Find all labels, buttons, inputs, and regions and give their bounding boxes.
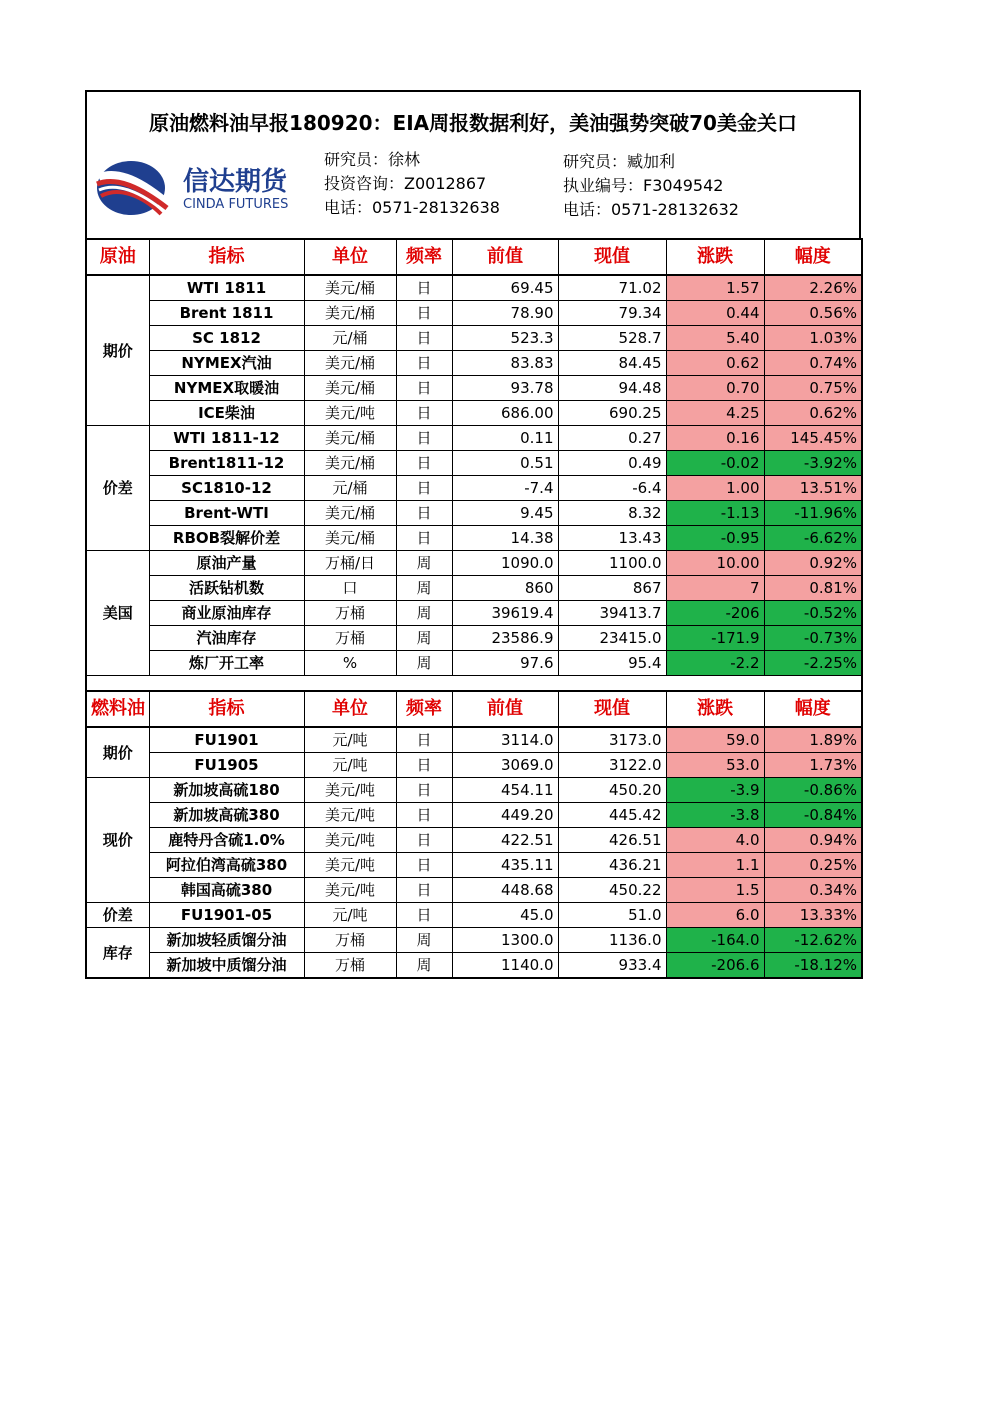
change-cell: -164.0 (666, 928, 764, 953)
group-label: 价差 (86, 426, 149, 551)
unit-cell: 元/吨 (304, 903, 396, 928)
current-value-cell: 528.7 (558, 326, 666, 351)
change-percent-cell: 0.94% (764, 828, 862, 853)
indicator-cell: 炼厂开工率 (149, 651, 304, 676)
change-cell: 5.40 (666, 326, 764, 351)
report-sheet (85, 90, 861, 979)
crude-header-cell: 前值 (452, 239, 558, 275)
table-row (86, 903, 862, 928)
table-row (86, 275, 862, 301)
indicator-cell: 新加坡轻质馏分油 (149, 928, 304, 953)
change-percent-cell: 0.92% (764, 551, 862, 576)
researcher-2-info (563, 150, 739, 222)
current-value-cell: 426.51 (558, 828, 666, 853)
frequency-cell: 日 (396, 878, 452, 903)
change-percent-cell: 0.74% (764, 351, 862, 376)
change-cell: 1.5 (666, 878, 764, 903)
unit-cell: 万桶 (304, 601, 396, 626)
previous-value-cell: 422.51 (452, 828, 558, 853)
unit-cell: % (304, 651, 396, 676)
previous-value-cell: 0.11 (452, 426, 558, 451)
unit-cell: 美元/桶 (304, 301, 396, 326)
table-row (86, 828, 862, 853)
change-percent-cell: 145.45% (764, 426, 862, 451)
current-value-cell: 8.32 (558, 501, 666, 526)
unit-cell: 美元/桶 (304, 451, 396, 476)
researcher-2-name: 研究员：臧加利 (563, 152, 676, 171)
unit-cell: 口 (304, 576, 396, 601)
previous-value-cell: -7.4 (452, 476, 558, 501)
unit-cell: 美元/桶 (304, 426, 396, 451)
crude-header-cell: 涨跌 (666, 239, 764, 275)
indicator-cell: Brent-WTI (149, 501, 304, 526)
change-cell: 4.25 (666, 401, 764, 426)
researcher-1-info (324, 148, 500, 220)
report-title: 原油燃料油早报180920：EIA周报数据利好，美油强势突破70美金关口 (85, 90, 861, 150)
table-row (86, 953, 862, 979)
previous-value-cell: 1090.0 (452, 551, 558, 576)
indicator-cell: FU1905 (149, 753, 304, 778)
indicator-cell: 商业原油库存 (149, 601, 304, 626)
unit-cell: 元/桶 (304, 476, 396, 501)
change-cell: 1.00 (666, 476, 764, 501)
change-cell: 1.57 (666, 275, 764, 301)
previous-value-cell: 523.3 (452, 326, 558, 351)
change-cell: -0.02 (666, 451, 764, 476)
unit-cell: 万桶 (304, 626, 396, 651)
change-percent-cell: 13.33% (764, 903, 862, 928)
table-row (86, 778, 862, 803)
indicator-cell: SC1810-12 (149, 476, 304, 501)
spacer-cell (666, 676, 764, 692)
current-value-cell: 445.42 (558, 803, 666, 828)
fuel-header-cell: 幅度 (764, 691, 862, 727)
frequency-cell: 日 (396, 803, 452, 828)
current-value-cell: 84.45 (558, 351, 666, 376)
logo-en-text: CINDA FUTURES (183, 197, 289, 212)
current-value-cell: -6.4 (558, 476, 666, 501)
change-percent-cell: 1.73% (764, 753, 862, 778)
change-percent-cell: -2.25% (764, 651, 862, 676)
table-row (86, 727, 862, 753)
change-percent-cell: -0.84% (764, 803, 862, 828)
fuel-header-cell: 前值 (452, 691, 558, 727)
unit-cell: 美元/吨 (304, 828, 396, 853)
previous-value-cell: 39619.4 (452, 601, 558, 626)
crude-header-cell: 现值 (558, 239, 666, 275)
crude-header-cell: 指标 (149, 239, 304, 275)
unit-cell: 元/桶 (304, 326, 396, 351)
group-label: 现价 (86, 778, 149, 903)
spacer-cell (304, 676, 396, 692)
table-row (86, 501, 862, 526)
indicator-cell: RBOB裂解价差 (149, 526, 304, 551)
change-cell: -2.2 (666, 651, 764, 676)
frequency-cell: 日 (396, 828, 452, 853)
unit-cell: 万桶 (304, 928, 396, 953)
table-row (86, 426, 862, 451)
change-cell: 53.0 (666, 753, 764, 778)
unit-cell: 美元/桶 (304, 501, 396, 526)
fuel-header-cell: 单位 (304, 691, 396, 727)
crude-header-row (86, 239, 862, 275)
change-cell: 59.0 (666, 727, 764, 753)
change-percent-cell: 0.56% (764, 301, 862, 326)
change-cell: -3.8 (666, 803, 764, 828)
header-area (85, 150, 861, 238)
change-percent-cell: -0.86% (764, 778, 862, 803)
change-percent-cell: -18.12% (764, 953, 862, 979)
frequency-cell: 周 (396, 626, 452, 651)
previous-value-cell: 83.83 (452, 351, 558, 376)
change-cell: 0.70 (666, 376, 764, 401)
table-row (86, 326, 862, 351)
change-percent-cell: -11.96% (764, 501, 862, 526)
table-row (86, 753, 862, 778)
change-percent-cell: -6.62% (764, 526, 862, 551)
unit-cell: 美元/桶 (304, 351, 396, 376)
change-cell: 10.00 (666, 551, 764, 576)
table-row (86, 301, 862, 326)
current-value-cell: 39413.7 (558, 601, 666, 626)
group-label: 期价 (86, 727, 149, 778)
indicator-cell: WTI 1811-12 (149, 426, 304, 451)
change-percent-cell: -0.52% (764, 601, 862, 626)
change-cell: 0.62 (666, 351, 764, 376)
change-percent-cell: 13.51% (764, 476, 862, 501)
spacer-cell (558, 676, 666, 692)
change-percent-cell: 2.26% (764, 275, 862, 301)
change-cell: -171.9 (666, 626, 764, 651)
previous-value-cell: 435.11 (452, 853, 558, 878)
indicator-cell: FU1901-05 (149, 903, 304, 928)
previous-value-cell: 3069.0 (452, 753, 558, 778)
unit-cell: 元/吨 (304, 727, 396, 753)
previous-value-cell: 449.20 (452, 803, 558, 828)
previous-value-cell: 454.11 (452, 778, 558, 803)
group-label: 美国 (86, 551, 149, 676)
previous-value-cell: 23586.9 (452, 626, 558, 651)
frequency-cell: 日 (396, 778, 452, 803)
crude-header-cell: 单位 (304, 239, 396, 275)
change-percent-cell: 1.89% (764, 727, 862, 753)
frequency-cell: 日 (396, 853, 452, 878)
indicator-cell: 新加坡高硫380 (149, 803, 304, 828)
current-value-cell: 0.27 (558, 426, 666, 451)
researcher-1-name: 研究员：徐林 (324, 150, 421, 169)
table-row (86, 651, 862, 676)
unit-cell: 美元/桶 (304, 376, 396, 401)
table-row (86, 928, 862, 953)
price-table (85, 238, 863, 979)
frequency-cell: 日 (396, 275, 452, 301)
change-cell: -3.9 (666, 778, 764, 803)
frequency-cell: 日 (396, 351, 452, 376)
previous-value-cell: 1300.0 (452, 928, 558, 953)
previous-value-cell: 448.68 (452, 878, 558, 903)
previous-value-cell: 1140.0 (452, 953, 558, 979)
indicator-cell: ICE柴油 (149, 401, 304, 426)
change-cell: -0.95 (666, 526, 764, 551)
frequency-cell: 日 (396, 376, 452, 401)
spacer-cell (452, 676, 558, 692)
frequency-cell: 日 (396, 903, 452, 928)
change-percent-cell: 0.34% (764, 878, 862, 903)
current-value-cell: 450.22 (558, 878, 666, 903)
table-row (86, 576, 862, 601)
previous-value-cell: 0.51 (452, 451, 558, 476)
section-spacer (86, 676, 862, 692)
group-label: 库存 (86, 928, 149, 979)
researcher-1-phone: 电话：0571-28132638 (324, 198, 500, 217)
change-cell: 1.1 (666, 853, 764, 878)
previous-value-cell: 97.6 (452, 651, 558, 676)
frequency-cell: 周 (396, 928, 452, 953)
logo-cn-text: 信达期货 (183, 167, 288, 197)
current-value-cell: 79.34 (558, 301, 666, 326)
table-row (86, 401, 862, 426)
crude-header-cell: 原油 (86, 239, 149, 275)
indicator-cell: 新加坡中质馏分油 (149, 953, 304, 979)
change-cell: 6.0 (666, 903, 764, 928)
indicator-cell: 阿拉伯湾高硫380 (149, 853, 304, 878)
unit-cell: 美元/吨 (304, 778, 396, 803)
table-row (86, 601, 862, 626)
frequency-cell: 周 (396, 601, 452, 626)
indicator-cell: SC 1812 (149, 326, 304, 351)
current-value-cell: 3122.0 (558, 753, 666, 778)
current-value-cell: 23415.0 (558, 626, 666, 651)
table-row (86, 878, 862, 903)
current-value-cell: 0.49 (558, 451, 666, 476)
frequency-cell: 日 (396, 753, 452, 778)
current-value-cell: 3173.0 (558, 727, 666, 753)
frequency-cell: 日 (396, 401, 452, 426)
indicator-cell: 汽油库存 (149, 626, 304, 651)
current-value-cell: 13.43 (558, 526, 666, 551)
change-cell: -206 (666, 601, 764, 626)
frequency-cell: 周 (396, 953, 452, 979)
current-value-cell: 1100.0 (558, 551, 666, 576)
crude-header-cell: 频率 (396, 239, 452, 275)
fuel-header-row (86, 691, 862, 727)
change-percent-cell: 0.75% (764, 376, 862, 401)
frequency-cell: 周 (396, 551, 452, 576)
spacer-cell (396, 676, 452, 692)
unit-cell: 元/吨 (304, 753, 396, 778)
current-value-cell: 867 (558, 576, 666, 601)
frequency-cell: 日 (396, 727, 452, 753)
indicator-cell: NYMEX取暖油 (149, 376, 304, 401)
table-row (86, 626, 862, 651)
unit-cell: 美元/吨 (304, 803, 396, 828)
indicator-cell: 活跃钻机数 (149, 576, 304, 601)
fuel-header-cell: 燃料油 (86, 691, 149, 727)
fuel-header-cell: 频率 (396, 691, 452, 727)
frequency-cell: 日 (396, 301, 452, 326)
change-percent-cell: 0.81% (764, 576, 862, 601)
spacer-cell (86, 676, 149, 692)
group-label: 期价 (86, 275, 149, 426)
change-percent-cell: 0.25% (764, 853, 862, 878)
change-cell: 0.44 (666, 301, 764, 326)
crude-header-cell: 幅度 (764, 239, 862, 275)
change-cell: 0.16 (666, 426, 764, 451)
researcher-1-license: 投资咨询：Z0012867 (324, 174, 487, 193)
table-row (86, 853, 862, 878)
table-row (86, 351, 862, 376)
previous-value-cell: 69.45 (452, 275, 558, 301)
current-value-cell: 1136.0 (558, 928, 666, 953)
previous-value-cell: 686.00 (452, 401, 558, 426)
table-row (86, 451, 862, 476)
current-value-cell: 95.4 (558, 651, 666, 676)
table-row (86, 551, 862, 576)
change-cell: -1.13 (666, 501, 764, 526)
frequency-cell: 日 (396, 326, 452, 351)
table-row (86, 476, 862, 501)
group-label: 价差 (86, 903, 149, 928)
change-cell: 7 (666, 576, 764, 601)
indicator-cell: NYMEX汽油 (149, 351, 304, 376)
frequency-cell: 周 (396, 576, 452, 601)
unit-cell: 美元/吨 (304, 878, 396, 903)
current-value-cell: 933.4 (558, 953, 666, 979)
change-percent-cell: -3.92% (764, 451, 862, 476)
frequency-cell: 日 (396, 476, 452, 501)
change-cell: 4.0 (666, 828, 764, 853)
indicator-cell: WTI 1811 (149, 275, 304, 301)
indicator-cell: Brent 1811 (149, 301, 304, 326)
indicator-cell: 韩国高硫380 (149, 878, 304, 903)
fuel-header-cell: 涨跌 (666, 691, 764, 727)
unit-cell: 万桶/日 (304, 551, 396, 576)
current-value-cell: 436.21 (558, 853, 666, 878)
change-percent-cell: -12.62% (764, 928, 862, 953)
unit-cell: 美元/桶 (304, 275, 396, 301)
change-percent-cell: -0.73% (764, 626, 862, 651)
indicator-cell: 原油产量 (149, 551, 304, 576)
researcher-2-license: 执业编号：F3049542 (563, 176, 724, 195)
researcher-2-phone: 电话：0571-28132632 (563, 200, 739, 219)
spacer-cell (149, 676, 304, 692)
frequency-cell: 日 (396, 451, 452, 476)
change-percent-cell: 0.62% (764, 401, 862, 426)
spacer-cell (764, 676, 862, 692)
current-value-cell: 450.20 (558, 778, 666, 803)
change-cell: -206.6 (666, 953, 764, 979)
fuel-header-cell: 指标 (149, 691, 304, 727)
cinda-futures-logo (95, 156, 321, 220)
indicator-cell: FU1901 (149, 727, 304, 753)
change-percent-cell: 1.03% (764, 326, 862, 351)
previous-value-cell: 14.38 (452, 526, 558, 551)
previous-value-cell: 9.45 (452, 501, 558, 526)
current-value-cell: 94.48 (558, 376, 666, 401)
current-value-cell: 71.02 (558, 275, 666, 301)
table-row (86, 526, 862, 551)
previous-value-cell: 78.90 (452, 301, 558, 326)
frequency-cell: 日 (396, 426, 452, 451)
previous-value-cell: 93.78 (452, 376, 558, 401)
table-row (86, 376, 862, 401)
frequency-cell: 日 (396, 501, 452, 526)
unit-cell: 美元/吨 (304, 853, 396, 878)
previous-value-cell: 3114.0 (452, 727, 558, 753)
indicator-cell: 新加坡高硫180 (149, 778, 304, 803)
fuel-header-cell: 现值 (558, 691, 666, 727)
table-row (86, 803, 862, 828)
previous-value-cell: 45.0 (452, 903, 558, 928)
unit-cell: 美元/桶 (304, 526, 396, 551)
unit-cell: 美元/吨 (304, 401, 396, 426)
unit-cell: 万桶 (304, 953, 396, 979)
current-value-cell: 690.25 (558, 401, 666, 426)
frequency-cell: 周 (396, 651, 452, 676)
previous-value-cell: 860 (452, 576, 558, 601)
frequency-cell: 日 (396, 526, 452, 551)
indicator-cell: Brent1811-12 (149, 451, 304, 476)
current-value-cell: 51.0 (558, 903, 666, 928)
indicator-cell: 鹿特丹含硫1.0% (149, 828, 304, 853)
